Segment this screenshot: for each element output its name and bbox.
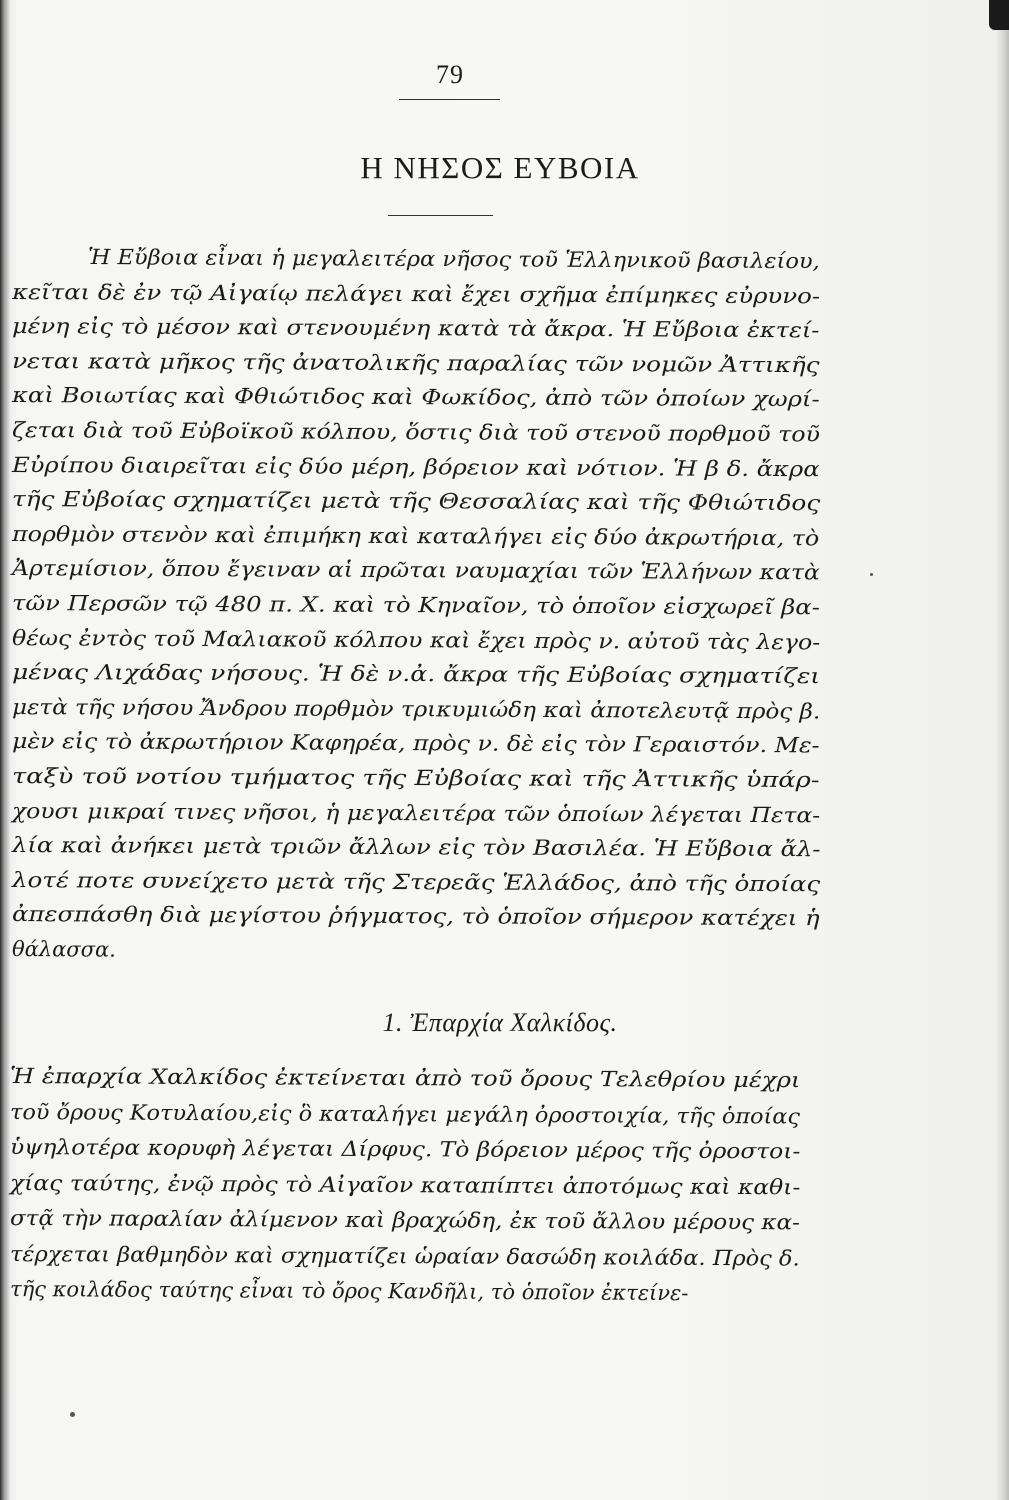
text-line: Ἡ Εὔβοια εἶναι ἡ μεγαλειτέρα νῆσος τοῦ Ἑλληνικοῦ βασιλείου,: [87, 245, 820, 274]
corner-mark: [989, 0, 1009, 30]
text-line: στᾷ τὴν παραλίαν ἀλίμενον καὶ βραχώδη, ἐκ τοῦ ἄλλου μέρους κα-: [9, 1206, 800, 1235]
text-line: χίας ταύτης, ἐνῷ πρὸς τὸ Αἰγαῖον καταπίπτει ἀποτόμως καὶ καθι-: [9, 1170, 801, 1199]
page-number: 79: [436, 60, 464, 89]
text-line: τοῦ ὄρους Κοτυλαίου,εἰς ὃ καταλήγει μεγάλη ὀροστοιχία, τῆς ὁποίας: [9, 1099, 801, 1129]
text-line: μένη εἰς τὸ μέσον καὶ στενουμένη κατὰ τὰ ἄκρα. Ἡ Εὔβοια ἐκτεί-: [11, 314, 820, 343]
page-number-rule: [399, 99, 500, 100]
page-title: Η ΝΗΣΟΣ ΕΥΒΟΙΑ: [360, 150, 640, 185]
text-line: ὑψηλοτέρα κορυφὴ λέγεται Δίρφυς. Τὸ βόρειον μέρος τῆς ὀροστοι-: [9, 1135, 801, 1164]
text-line: μετὰ τῆς νήσου Ἄνδρου πορθμὸν τρικυμιώδη καὶ ἀποτελευτᾷ πρὸς β.: [11, 694, 821, 724]
title-rule: [388, 215, 493, 216]
ink-speck: [870, 573, 873, 576]
text-line: πορθμὸν στενὸν καὶ ἐπιμήκη καὶ καταλήγει εἰς δύο ἀκρωτήρια, τὸ: [11, 521, 820, 551]
text-line: ζεται διὰ τοῦ Εὐβοϊκοῦ κόλπου, ὅστις διὰ τοῦ στενοῦ πορθμοῦ τοῦ: [11, 418, 821, 447]
ink-speck: [70, 1412, 75, 1417]
text-line: μὲν εἰς τὸ ἀκρωτήριον Καφηρέα, πρὸς ν. δὲ εἰς τὸν Γεραιστόν. Με-: [11, 729, 820, 758]
page-right-edge: [995, 0, 1009, 1500]
text-line: λοτέ ποτε συνείχετο μετὰ τῆς Στερεᾶς Ἑλλάδος, ἀπὸ τῆς ὁποίας: [11, 867, 821, 897]
text-line: τῆς Εὐβοίας σχηματίζει μετὰ τῆς Θεσσαλίας καὶ τῆς Φθιώτιδος: [11, 487, 821, 516]
text-line: χουσι μικραί τινες νῆσοι, ἡ μεγαλειτέρα τῶν ὁποίων λέγεται Πετα-: [11, 798, 821, 828]
text-line: λία καὶ ἀνήκει μετὰ τριῶν ἄλλων εἰς τὸν Βασιλέα. Ἡ Εὔβοια ἄλ-: [11, 833, 821, 862]
text-line: κεῖται δὲ ἐν τῷ Αἰγαίῳ πελάγει καὶ ἔχει σχῆμα ἐπίμηκες εὐρυνο-: [11, 279, 821, 308]
section-2-heading: 1. Ἐπαρχία Χαλκίδος.: [382, 1008, 618, 1037]
text-line: νεται κατὰ μῆκος τῆς ἀνατολικῆς παραλίας τῶν νομῶν Ἀττικῆς: [11, 348, 820, 377]
page-left-edge: [0, 0, 10, 1500]
text-line: καὶ Βοιωτίας καὶ Φθιώτιδος καὶ Φωκίδος, ἀπὸ τῶν ὁποίων χωρί-: [11, 383, 820, 412]
text-line: τῶν Περσῶν τῷ 480 π. Χ. καὶ τὸ Κηναῖον, τὸ ὁποῖον εἰσχωρεῖ βα-: [11, 591, 820, 620]
text-line: τῆς κοιλάδος ταύτης εἶναι τὸ ὄρος Κανδῆλι, τὸ ὁποῖον ἐκτείνε-: [9, 1277, 689, 1306]
text-line: τέρχεται βαθμηδὸν καὶ σχηματίζει ὡραίαν δασώδη κοιλάδα. Πρὸς δ.: [9, 1241, 800, 1270]
text-line: Εὐρίπου διαιρεῖται εἰς δύο μέρη, βόρειον καὶ νότιον. Ἡ β δ. ἄκρα: [11, 452, 820, 481]
text-line: θάλασσα.: [11, 937, 116, 962]
text-line: Ἀρτεμίσιον, ὅπου ἔγειναν αἱ πρῶται ναυμαχίαι τῶν Ἑλλήνων κατὰ: [11, 556, 820, 585]
text-line: ταξὺ τοῦ νοτίου τμήματος τῆς Εὐβοίας καὶ τῆς Ἀττικῆς ὑπάρ-: [11, 764, 820, 793]
text-line: Ἡ ἐπαρχία Χαλκίδος ἐκτείνεται ἀπὸ τοῦ ὄρους Τελεθρίου μέχρι: [9, 1064, 801, 1093]
text-line: μένας Λιχάδας νήσους. Ἡ δὲ ν.ἀ. ἄκρα τῆς Εὐβοίας σχηματίζει: [11, 660, 821, 689]
text-line: ἀπεσπάσθη διὰ μεγίστου ῥήγματος, τὸ ὁποῖον σήμερον κατέχει ἡ: [11, 902, 820, 931]
text-line: θέως ἐντὸς τοῦ Μαλιακοῦ κόλπου καὶ ἔχει πρὸς ν. αὐτοῦ τὰς λεγο-: [11, 625, 821, 654]
